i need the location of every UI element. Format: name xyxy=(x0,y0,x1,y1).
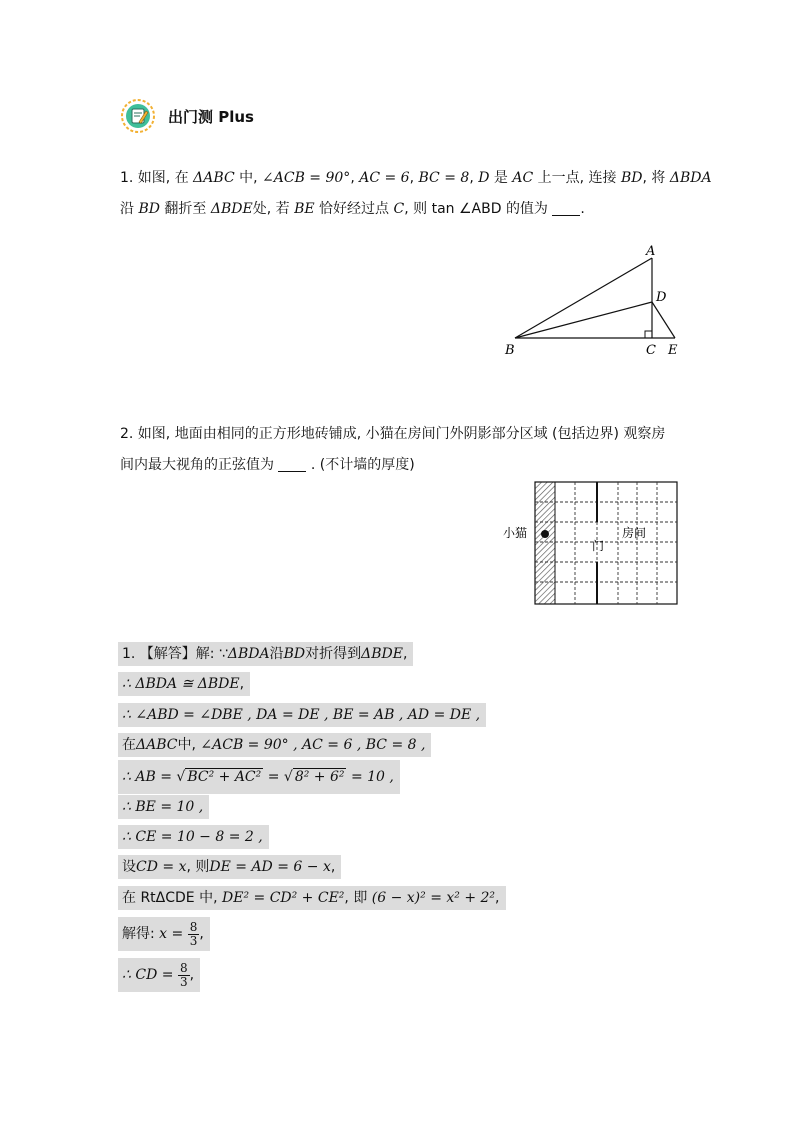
label-b: B xyxy=(505,343,515,358)
room-floor-figure xyxy=(500,478,690,610)
question-1-line-1: 1. 如图, 在 ΔABC 中, ∠ACB = 90°, AC = 6, BC = 8, D 是 AC 上一点, 连接 BD, 将 ΔBDA xyxy=(120,170,712,186)
label-a: A xyxy=(646,244,656,259)
question-2-line-2: 间内最大视角的正弦值为 . (不计墙的厚度) xyxy=(120,457,415,473)
solution-line-1: 1. 【解答】解: ∵ΔBDA沿BD对折得到ΔBDE, xyxy=(118,642,413,666)
label-room: 房间 xyxy=(622,526,647,540)
triangle-figure xyxy=(500,240,690,362)
solution-line-11: ∴ CD = $\frac{8}{3}$ , xyxy=(118,958,200,992)
solution-line-4: 在ΔABC中, ∠ACB = 90° , AC = 6 , BC = 8 , xyxy=(118,733,431,757)
question-1-line-2: 沿 BD 翻折至 ΔBDE处, 若 BE 恰好经过点 C, 则 tan ∠ABD 的值为 . xyxy=(120,201,585,217)
solution-line-2: ∴ ΔBDA ≅ ΔBDE, xyxy=(118,672,250,696)
label-c: C xyxy=(646,343,656,358)
solution-line-10: 解得: x = $\frac{8}{3}$ , xyxy=(118,917,210,951)
solution-line-9: 在 RtΔCDE 中, DE² = CD² + CE², 即 (6 − x)² = x² + 2², xyxy=(118,886,506,910)
section-title: 出门测 Plus xyxy=(168,108,254,126)
cat-dot xyxy=(541,530,549,538)
label-cat: 小猫 xyxy=(503,526,528,540)
solution-line-7: ∴ CE = 10 − 8 = 2 , xyxy=(118,825,269,849)
fraction: $\frac{8}{3}$ xyxy=(179,960,188,989)
solution-line-5: ∴ AB = √ BC² + AC² = √ 8² + 6² = 10 , xyxy=(118,760,400,794)
label-d: D xyxy=(656,290,667,305)
solution-line-3: ∴ ∠ABD = ∠DBE , DA = DE , BE = AB , AD = DE , xyxy=(118,703,486,727)
question-2-line-1: 2. 如图, 地面由相同的正方形地砖铺成, 小猫在房间门外阴影部分区域 (包括边界) 观察房 xyxy=(120,426,666,442)
solution-line-6: ∴ BE = 10 , xyxy=(118,795,209,819)
answer-blank xyxy=(278,457,306,472)
label-e: E xyxy=(668,343,678,358)
answer-blank xyxy=(552,201,580,216)
fraction: $\frac{8}{3}$ xyxy=(189,919,198,948)
pencil-badge-icon xyxy=(120,98,156,134)
solution-line-8: 设CD = x, 则DE = AD = 6 − x, xyxy=(118,855,341,879)
label-door: 门 xyxy=(592,539,605,553)
